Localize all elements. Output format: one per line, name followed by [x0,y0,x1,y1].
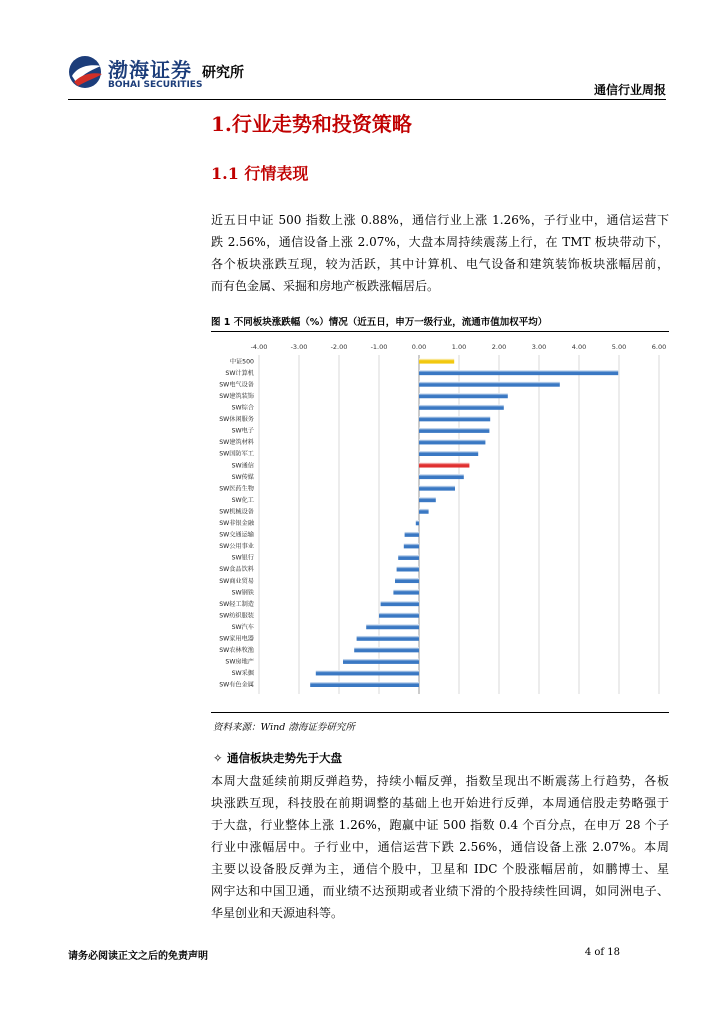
bar [343,659,419,664]
category-label: SW建筑装饰 [219,392,254,400]
bar [404,543,419,548]
bar [419,497,436,502]
category-label: SW建筑材料 [219,439,254,447]
x-tick-label: 2.00 [491,343,507,351]
paragraph-line: 主要以设备股反弹为主，通信个股中，卫星和 IDC 个股涨幅居前，如鹏博士、星 [211,862,669,876]
x-tick-label: 1.00 [451,343,467,351]
x-tick-label: -3.00 [290,343,308,351]
x-tick-label: 3.00 [531,343,547,351]
paragraph-line: 而有色金属、采掘和房地产板跌涨幅居后。 [211,279,440,293]
institute-name: 研究所 [202,65,244,81]
category-label: SW通信 [231,462,254,470]
category-label: SW房地产 [225,658,254,666]
header-divider [68,99,666,100]
category-label: SW计算机 [225,369,254,377]
paragraph-line: 跌 2.56%，通信设备上涨 2.07%，大盘本周持续震荡上行，在 TMT 板块带动下， [211,235,669,249]
bar [419,416,490,421]
category-label: SW轻工制造 [219,600,254,608]
bar [419,428,489,433]
category-label: SW传媒 [231,473,254,481]
category-label: SW交通运输 [219,531,254,539]
page-number: 4 of 18 [584,947,620,958]
figure-title: 图 1 不同板块涨跌幅（%）情况（近五日，申万一级行业，流通市值加权平均） [211,317,548,328]
category-label: 中证500 [229,358,254,366]
bar [398,555,419,560]
category-label: SW电子 [231,427,254,435]
category-label: SW汽车 [231,623,254,631]
category-label: SW休闲服务 [219,416,254,424]
company-logo [68,52,268,96]
bar [419,462,469,467]
paragraph-line: 各个板块涨跌互现，较为活跃，其中计算机、电气设备和建筑装饰板块涨幅居前， [211,257,669,271]
bar [419,439,485,444]
logo-chinese-name: 渤海证券 [108,58,192,82]
bar [419,474,464,479]
bar [419,451,478,456]
bar [310,682,419,687]
x-tick-label: 6.00 [651,343,667,351]
paragraph-line: 本周大盘延续前期反弹趋势，持续小幅反弹，指数呈现出不断震荡上行趋势，各板 [211,774,669,788]
x-tick-label: 5.00 [611,343,627,351]
paragraph-line: 近五日中证 500 指数上涨 0.88%，通信行业上涨 1.26%，子行业中，通信运营下 [211,213,669,227]
bar [419,358,454,363]
market-summary-paragraph [211,209,669,297]
report-type: 通信行业周报 [593,83,666,97]
paragraph-line: 于大盘，行业整体上涨 1.26%，跑赢中证 500 指数 0.4 个百分点，在申万 28 个子 [211,818,669,832]
figure-top-rule [211,331,669,332]
category-label: SW银行 [231,554,254,562]
subsection-heading: 1.1 行情表现 [211,164,309,183]
category-label: SW商业贸易 [219,577,254,585]
category-label: SW医药生物 [219,485,254,493]
category-label: SW纺织服装 [219,612,254,620]
bohai-logo-icon [68,52,104,92]
bullet-heading [213,750,342,766]
x-tick-label: -1.00 [370,343,388,351]
telecom-analysis-paragraph [211,770,669,924]
bar [419,370,618,375]
bar [419,382,560,387]
paragraph-line: 网宇达和中国卫通，而业绩不达预期或者业绩下滑的个股持续性回调，如同洲电子、 [211,884,669,898]
category-label: SW钢铁 [231,589,254,597]
category-label: SW化工 [231,496,254,504]
logo-english-name: BOHAI SECURITIES [108,80,203,90]
x-tick-label: 0.00 [411,343,427,351]
bar [354,647,419,652]
category-label: SW电气设备 [219,381,254,389]
bullet-heading-text: 通信板块走势先于大盘 [227,751,342,765]
section-heading: 1.行业走势和投资策略 [211,112,412,136]
bar [366,624,419,629]
bar [419,405,504,410]
diamond-bullet-icon: ✧ [213,751,223,765]
category-label: SW国防军工 [219,450,254,458]
bar-chart-svg [211,335,669,709]
category-label: SW有色金属 [219,681,254,689]
disclaimer-note: 请务必阅读正文之后的免责声明 [68,951,208,962]
bar [379,613,419,618]
x-tick-label: -2.00 [330,343,348,351]
category-label: SW农林牧渔 [219,647,254,655]
category-label: SW非银金融 [219,520,254,527]
category-label: SW机械设备 [219,508,254,516]
category-label: SW家用电器 [219,635,254,643]
category-label: SW采掘 [231,670,254,678]
bar [381,601,419,606]
category-label: SW公用事业 [219,543,254,551]
bar [419,509,429,514]
bar [419,485,455,490]
bar [397,566,419,571]
paragraph-line: 华星创业和天源迪科等。 [211,906,344,920]
paragraph-line: 块涨跌互现，科技股在前期调整的基础上也开始进行反弹，本周通信股走势略强于 [211,796,669,810]
bar [419,393,508,398]
figure-bottom-rule [211,712,669,713]
bar [393,589,419,594]
bar [357,636,419,641]
bar [395,578,419,583]
x-tick-label: -4.00 [250,343,268,351]
figure-source: 资料来源：Wind 渤海证券研究所 [213,722,355,733]
category-label: SW食品饮料 [219,566,254,574]
bar [405,532,419,537]
paragraph-line: 行业中涨幅居中。子行业中，通信运营下跌 2.56%，通信设备上涨 2.07%。本周 [211,840,669,854]
bar [416,520,419,525]
category-label: SW综合 [231,404,254,412]
sector-performance-chart [211,335,669,709]
x-tick-label: 4.00 [571,343,587,351]
bar [316,670,419,675]
